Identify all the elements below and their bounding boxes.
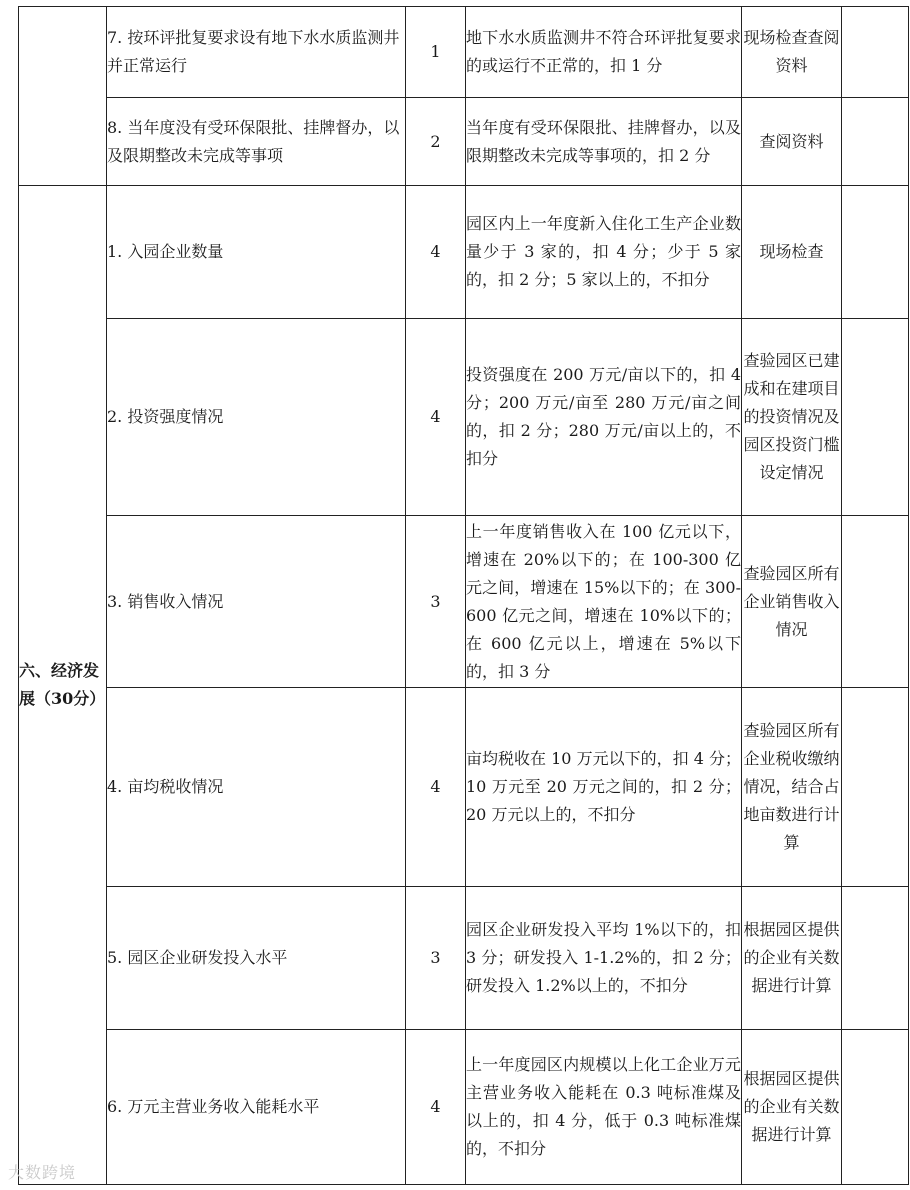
method-cell: 根据园区提供的企业有关数据进行计算 bbox=[742, 1030, 842, 1185]
blank-cell bbox=[842, 1030, 909, 1185]
method-cell: 现场检查查阅资料 bbox=[742, 7, 842, 98]
item-cell: 8. 当年度没有受环保限批、挂牌督办，以及限期整改未完成等事项 bbox=[107, 98, 406, 186]
blank-cell bbox=[842, 516, 909, 688]
blank-cell bbox=[842, 688, 909, 887]
criteria-cell: 上一年度销售收入在 100 亿元以下，增速在 20%以下的；在 100-300 亿元之间，增速在 15%以下的；在 300-600 亿元之间，增速在 10%以下的；在 600 亿元以上，增速在 5%以下的，扣 3 分 bbox=[466, 516, 742, 688]
method-cell: 根据园区提供的企业有关数据进行计算 bbox=[742, 887, 842, 1030]
item-cell: 1. 入园企业数量 bbox=[107, 186, 406, 319]
item-cell: 3. 销售收入情况 bbox=[107, 516, 406, 688]
table-row bbox=[19, 186, 909, 319]
table-row bbox=[19, 7, 909, 98]
item-cell: 7. 按环评批复要求设有地下水水质监测井并正常运行 bbox=[107, 7, 406, 98]
method-cell: 现场检查 bbox=[742, 186, 842, 319]
category-cell: 六、经济发展（30分） bbox=[19, 186, 107, 1185]
score-cell: 4 bbox=[406, 688, 466, 887]
table-row bbox=[19, 887, 909, 1030]
criteria-cell: 亩均税收在 10 万元以下的，扣 4 分；10 万元至 20 万元之间的，扣 2 分；20 万元以上的，不扣分 bbox=[466, 688, 742, 887]
table-row bbox=[19, 688, 909, 887]
blank-cell bbox=[842, 7, 909, 98]
score-cell: 4 bbox=[406, 319, 466, 516]
table-row bbox=[19, 516, 909, 688]
method-cell: 查验园区已建成和在建项目的投资情况及园区投资门槛设定情况 bbox=[742, 319, 842, 516]
watermark-logo: 大数跨境 bbox=[8, 1163, 77, 1182]
blank-cell bbox=[842, 887, 909, 1030]
criteria-cell: 园区内上一年度新入住化工生产企业数量少于 3 家的，扣 4 分；少于 5 家的，扣 2 分；5 家以上的，不扣分 bbox=[466, 186, 742, 319]
criteria-cell: 上一年度园区内规模以上化工企业万元主营业务收入能耗在 0.3 吨标准煤及以上的，扣 4 分，低于 0.3 吨标准煤的，不扣分 bbox=[466, 1030, 742, 1185]
score-cell: 3 bbox=[406, 516, 466, 688]
criteria-cell: 投资强度在 200 万元/亩以下的，扣 4 分；200 万元/亩至 280 万元/亩之间的，扣 2 分；280 万元/亩以上的，不扣分 bbox=[466, 319, 742, 516]
table-row bbox=[19, 1030, 909, 1185]
score-cell: 1 bbox=[406, 7, 466, 98]
method-cell: 查阅资料 bbox=[742, 98, 842, 186]
item-cell: 4. 亩均税收情况 bbox=[107, 688, 406, 887]
item-cell: 5. 园区企业研发投入水平 bbox=[107, 887, 406, 1030]
evaluation-table bbox=[18, 6, 909, 1185]
criteria-cell: 地下水水质监测井不符合环评批复要求的或运行不正常的，扣 1 分 bbox=[466, 7, 742, 98]
blank-cell bbox=[842, 98, 909, 186]
score-cell: 2 bbox=[406, 98, 466, 186]
score-cell: 4 bbox=[406, 186, 466, 319]
score-cell: 3 bbox=[406, 887, 466, 1030]
method-cell: 查验园区所有企业税收缴纳情况，结合占地亩数进行计算 bbox=[742, 688, 842, 887]
blank-cell bbox=[842, 319, 909, 516]
criteria-cell: 当年度有受环保限批、挂牌督办，以及限期整改未完成等事项的，扣 2 分 bbox=[466, 98, 742, 186]
table-row bbox=[19, 98, 909, 186]
table-row bbox=[19, 319, 909, 516]
method-cell: 查验园区所有企业销售收入情况 bbox=[742, 516, 842, 688]
blank-cell bbox=[842, 186, 909, 319]
previous-category-cell bbox=[19, 7, 107, 186]
item-cell: 6. 万元主营业务收入能耗水平 bbox=[107, 1030, 406, 1185]
criteria-cell: 园区企业研发投入平均 1%以下的，扣 3 分；研发投入 1-1.2%的，扣 2 分；研发投入 1.2%以上的，不扣分 bbox=[466, 887, 742, 1030]
item-cell: 2. 投资强度情况 bbox=[107, 319, 406, 516]
score-cell: 4 bbox=[406, 1030, 466, 1185]
